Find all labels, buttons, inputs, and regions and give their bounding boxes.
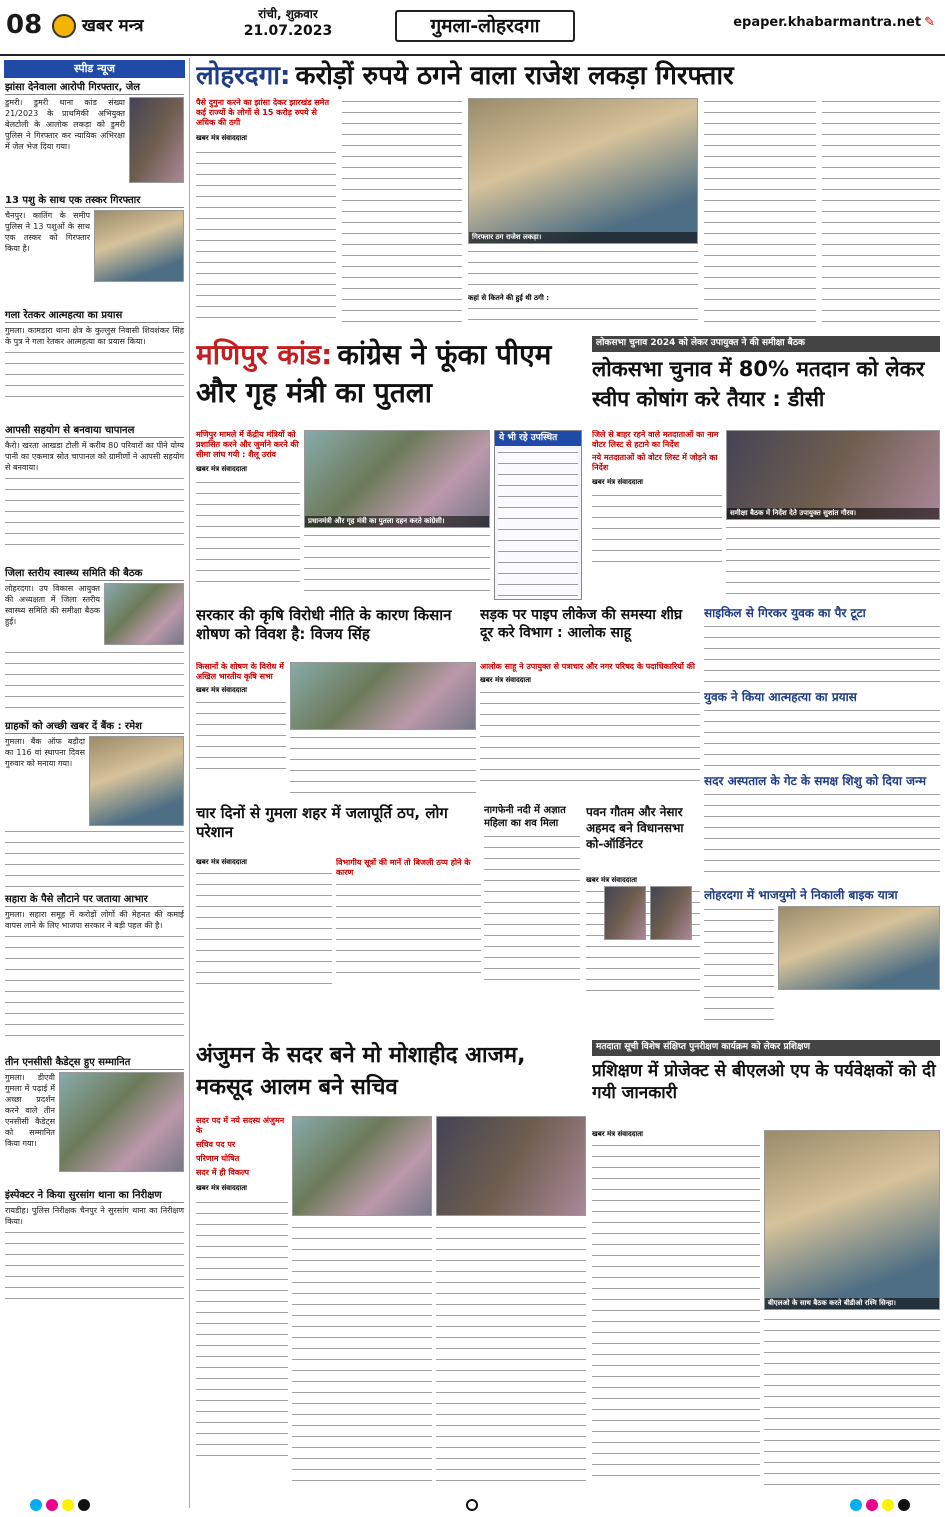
election-bullet-2: नये मतदाताओं को वोटर लिस्ट में जोड़ने का निर्देश	[592, 453, 718, 472]
election-byline: खबर मंत्र संवाददाता	[592, 478, 643, 486]
text-lines	[5, 349, 184, 399]
masthead	[0, 0, 945, 56]
speed-body: गुमला। सहारा समूह में करोड़ों लोगों की मेहनत की कमाई वापस लाने के लिए भाजपा सरकार ने बड़ी पहल की है।	[5, 910, 184, 930]
anjuman-bullet-2: सचिव पद पर	[196, 1140, 236, 1149]
text-lines	[5, 1229, 184, 1299]
speed-item	[5, 424, 184, 564]
manipur-title: कांग्रेस ने फूंका पीएम और गृह मंत्री का पुतला	[196, 338, 552, 409]
lead-col-4	[704, 98, 816, 328]
training-photo-caption: बीएलओ के साथ बैठक करते बीडीओ रश्मि सिन्हा।	[765, 1298, 939, 1309]
speed-headline: झांसा देनेवाला आरोपी गिरफ्तार, जेल	[5, 81, 184, 95]
pen-icon: ✎	[924, 15, 935, 30]
text-lines	[5, 649, 184, 709]
speed-body: कैरो। खरता आखडा टोली में करीब 80 परिवारों का पीने योग्य पानी का एकमात्र स्रोत चापानल को ग्रामीणों ने आपसी सहयोग से बनवाया।	[5, 441, 184, 472]
text-lines	[5, 475, 184, 553]
krishi-byline: खबर मंत्र संवाददाता	[196, 686, 247, 694]
anjuman-title: अंजुमन के सदर बने मो मोशाहीद आजम, मकसूद आलम बने सचिव	[196, 1043, 526, 1100]
lead-side-heading: कहां से कितने की हुई थी ठगी :	[468, 294, 550, 302]
anjuman-bullet-1: सदर पद में नये सदस्य अंजुमन के	[196, 1116, 285, 1135]
accused-photo	[129, 97, 184, 183]
pawan-headline	[586, 804, 700, 874]
pawan-byline: खबर मंत्र संवाददाता	[586, 876, 637, 884]
bike-rally-photo	[778, 906, 940, 990]
cattle-photo	[94, 210, 184, 282]
speed-body: डुमरी। डुमरी थाना कांड संख्या 21/2023 के प्राथमिकी अभियुक्त बेलटोली के आलोक लकड़ा को डुमरी पुलिस ने गिरफ्तार कर न्यायिक अभिरक्षा में जेल भेज दिया गया।	[5, 98, 125, 151]
training-col-1	[592, 1130, 760, 1490]
training-photo	[764, 1130, 940, 1310]
speed-headline: गला रेतकर आत्महत्या का प्रयास	[5, 309, 184, 323]
lead-bullet: पैसे दुगुना करने का झांसा देकर झारखंड समेत कई राज्यों के लोगों से 15 करोड़ रुपये से अधिक की ठगी	[196, 98, 330, 127]
text-lines	[704, 791, 940, 879]
lead-byline: खबर मंत्र संवाददाता	[196, 134, 247, 142]
lead-photo-caption: गिरफ्तार ठग राजेश लकड़ा।	[469, 232, 697, 243]
section-title: गुमला-लोहरदगा	[395, 10, 575, 42]
pipeline-title: सड़क पर पाइप लीकेज की समस्या शीघ्र दूर करे विभाग : आलोक साहू	[480, 607, 683, 641]
text-lines	[336, 881, 481, 981]
manipur-headline	[196, 336, 586, 426]
speed-item	[5, 567, 184, 717]
manipur-col-2	[304, 532, 490, 600]
speed-headline: तीन एनसीसी कैडेट्स हुए सम्मानित	[5, 1056, 184, 1070]
manipur-bullet: मणिपुर मामले में केंद्रीय मंत्रियों को प्रशासित करने और जुर्माने करने की सीमा लांघ गयी : शैलू उरांव	[196, 430, 299, 459]
election-col-1	[592, 430, 722, 600]
present-title: ये भी रहे उपस्थित	[495, 431, 581, 446]
pawan-title: पवन गौतम और नेसार अहमद बने विधानसभा को-ऑर्डिनेटर	[586, 805, 684, 851]
anjuman-headline	[196, 1040, 586, 1112]
meeting-photo	[104, 583, 184, 645]
speed-body: गुमला। बैंक ऑफ बड़ौदा का 116 वां स्थापना दिवस गुरुवार को मनाया गया।	[5, 737, 85, 768]
city-day: रांची, शुक्रवार	[258, 7, 318, 21]
water-title: चार दिनों से गुमला शहर में जलापूर्ति ठप, लोग परेशान	[196, 804, 448, 841]
present-box	[494, 430, 582, 600]
text-lines	[498, 449, 578, 599]
pipeline-headline	[480, 606, 700, 658]
brand-name: खबर मन्त्र	[82, 16, 144, 36]
text-lines	[704, 623, 940, 683]
speed-item	[5, 1189, 184, 1309]
hospital-headline: सदर अस्पताल के गेट के समक्ष शिशु को दिया जन्म	[704, 774, 927, 788]
school-photo	[59, 1072, 184, 1172]
magenta-dot-icon	[46, 1499, 58, 1511]
effigy-photo-caption: प्रधानमंत्री और गृह मंत्री का पुतला दहन करते कांग्रेसी।	[305, 516, 489, 527]
pawan-portrait	[604, 886, 646, 940]
water-bullet: विभागीय सूत्रों की मानें तो बिजली ठप्प होने के कारण	[336, 858, 471, 877]
anjuman-photo-2	[436, 1116, 586, 1216]
lead-col-5	[822, 98, 940, 328]
krishi-title: सरकार की कृषि विरोधी नीति के कारण किसान शोषण को विवश है: विजय सिंह	[196, 606, 452, 643]
text-lines	[704, 707, 940, 767]
speed-body: गुमला। डीएवी गुमला में पढ़ाई में अच्छा प्रदर्शन करने वाले तीन एनसीसी कैडेट्स को सम्मानित किया गया।	[5, 1073, 55, 1148]
crosshair-icon	[466, 1499, 478, 1511]
url-text[interactable]: epaper.khabarmantra.net	[733, 15, 922, 30]
election-strap: लोकसभा चुनाव 2024 को लेकर उपायुक्त ने की समीक्षा बैठक	[592, 336, 940, 352]
speed-body: चैनपुर। कातिंग के समीप पुलिस ने 13 पशुओं के साथ एक तस्कर को गिरफ्तार किया है।	[5, 211, 90, 253]
election-headline	[592, 354, 940, 426]
speed-headline: ग्राहकों को अच्छी खबर दें बैंक : रमेश	[5, 720, 184, 734]
text-lines	[196, 1199, 288, 1459]
speed-item	[5, 720, 184, 890]
speed-news-column	[0, 58, 190, 1508]
lead-title: करोड़ों रुपये ठगने वाला राजेश लकड़ा गिरफ्तार	[295, 61, 734, 91]
suicide-headline: युवक ने किया आत्महत्या का प्रयास	[704, 690, 857, 704]
speed-headline: आपसी सहयोग से बनवाया चापानल	[5, 424, 184, 438]
training-title: प्रशिक्षण में प्रोजेक्ट से बीएलओ एप के पर्यवेक्षकों को दी गयी जानकारी	[592, 1061, 936, 1103]
training-headline	[592, 1060, 940, 1126]
water-headline	[196, 804, 481, 854]
speed-body: गुमला। कामडारा थाना क्षेत्र के कुल्लुस निवासी शिवशंकर सिंह के पुत्र ने गला रेतकर आत्महत्या का प्रयास किया।	[5, 326, 184, 346]
text-lines	[5, 933, 184, 1039]
speed-headline: इंस्पेक्टर ने किया सुरसांग थाना का निरीक्षण	[5, 1189, 184, 1203]
water-byline: खबर मंत्र संवाददाता	[196, 858, 247, 866]
speed-body: लोहरदगा। उप विकास आयुक्त की अध्यक्षता में जिला स्तरीय स्वास्थ्य समिति की समीक्षा बैठक हुई।	[5, 584, 100, 626]
text-lines	[468, 248, 698, 292]
text-lines	[704, 906, 774, 1030]
pipeline-body	[480, 662, 700, 798]
nesar-portrait	[650, 886, 692, 940]
black-dot-icon	[78, 1499, 90, 1511]
bjym-story	[704, 888, 940, 1038]
water-col-2	[336, 858, 481, 996]
brand-logo-icon	[52, 14, 76, 38]
manipur-col-1	[196, 430, 300, 600]
text-lines	[592, 1142, 760, 1482]
black-dot-icon	[898, 1499, 910, 1511]
krishi-col-1	[196, 662, 286, 798]
speed-headline: सहारा के पैसे लौटाने पर जताया आभार	[5, 893, 184, 907]
speed-item	[5, 194, 184, 306]
drown-story	[484, 804, 580, 996]
election-col-2	[726, 524, 940, 600]
print-registration-marks	[0, 1494, 945, 1517]
anjuman-bullet-4: सदर में ही विकल्प	[196, 1168, 250, 1177]
drown-headline: नागफेनी नदी में अज्ञात महिला का शव मिला	[484, 805, 566, 829]
cyan-dot-icon	[30, 1499, 42, 1511]
speed-headline: 13 पशु के साथ एक तस्कर गिरफ्तार	[5, 194, 184, 208]
cyan-dot-icon	[850, 1499, 862, 1511]
bjym-headline: लोहरदगा में भाजयुमो ने निकाली बाइक यात्रा	[704, 888, 898, 902]
page-number: 08	[6, 10, 43, 40]
election-photo-caption: समीक्षा बैठक में निर्देश देते उपायुक्त सुशांत गौरव।	[727, 508, 939, 519]
speed-item	[5, 1056, 184, 1186]
anjuman-bullet-3: परिणाम घोषित	[196, 1154, 240, 1163]
text-lines	[196, 699, 286, 779]
lead-col-2	[342, 98, 462, 328]
pipeline-bullet: आलोक साहू ने उपायुक्त से पत्राचार और नगर परिषद के पदाधिकारियों की	[480, 662, 695, 671]
lead-col-3	[468, 248, 698, 328]
speed-headline: जिला स्तरीय स्वास्थ्य समिति की बैठक	[5, 567, 184, 581]
lead-headline	[196, 60, 941, 94]
anjuman-col-1	[196, 1116, 288, 1490]
krishi-bullet: किसानों के शोषण के विरोध में अखिल भारतीय कृषि सभा	[196, 662, 284, 681]
election-title: लोकसभा चुनाव में 80% मतदान को लेकर स्वीप कोषांग करे तैयार : डीसी	[592, 357, 925, 411]
lead-place: लोहरदगा:	[196, 61, 291, 91]
hospital-story	[704, 774, 940, 884]
lead-col-1	[196, 98, 336, 328]
cycle-story	[704, 606, 940, 686]
pipeline-byline: खबर मंत्र संवाददाता	[480, 676, 531, 684]
text-lines	[196, 479, 300, 589]
anjuman-photo-1	[292, 1116, 432, 1216]
cycle-headline: साइकिल से गिरकर युवक का पैर टूटा	[704, 606, 866, 620]
speed-item	[5, 893, 184, 1053]
text-lines	[196, 149, 336, 319]
manipur-place: मणिपुर कांड:	[196, 338, 333, 371]
text-lines	[592, 492, 722, 572]
election-photo	[726, 430, 940, 520]
bank-photo	[89, 736, 184, 826]
effigy-photo	[304, 430, 490, 528]
krishi-headline	[196, 606, 476, 658]
text-lines	[196, 870, 332, 994]
anjuman-byline: खबर मंत्र संवाददाता	[196, 1184, 247, 1192]
training-strap: मतदाता सूची विशेष संक्षिप्त पुनरीक्षण कार्यक्रम को लेकर प्रशिक्षण	[592, 1040, 940, 1056]
training-byline: खबर मंत्र संवाददाता	[592, 1130, 643, 1138]
election-bullet-1: जिले से बाहर रहने वाले मतदाताओं का नाम वोटर लिस्ट से हटाने का निर्देश	[592, 430, 719, 449]
text-lines	[468, 305, 698, 328]
dateline	[238, 6, 338, 40]
text-lines	[5, 828, 184, 888]
anjuman-col-2	[292, 1224, 432, 1490]
water-col-1	[196, 858, 332, 996]
speed-body: रायडीह। पुलिस निरीक्षक चैनपुर ने सुरसांग थाना का निरीक्षण किया।	[5, 1206, 184, 1226]
yellow-dot-icon	[882, 1499, 894, 1511]
speed-news-title: स्पीड न्यूज	[4, 60, 185, 78]
krishi-col-2	[290, 734, 476, 798]
date: 21.07.2023	[243, 23, 333, 39]
epaper-url[interactable]	[733, 15, 935, 30]
yellow-dot-icon	[62, 1499, 74, 1511]
suicide-story	[704, 690, 940, 770]
speed-item	[5, 309, 184, 421]
anjuman-col-3	[436, 1224, 586, 1490]
manipur-byline: खबर मंत्र संवाददाता	[196, 465, 247, 473]
lead-photo	[468, 98, 698, 244]
magenta-dot-icon	[866, 1499, 878, 1511]
training-col-2	[764, 1316, 940, 1490]
speed-item	[5, 81, 184, 191]
krishi-photo	[290, 662, 476, 730]
text-lines	[480, 689, 700, 785]
text-lines	[484, 833, 580, 983]
